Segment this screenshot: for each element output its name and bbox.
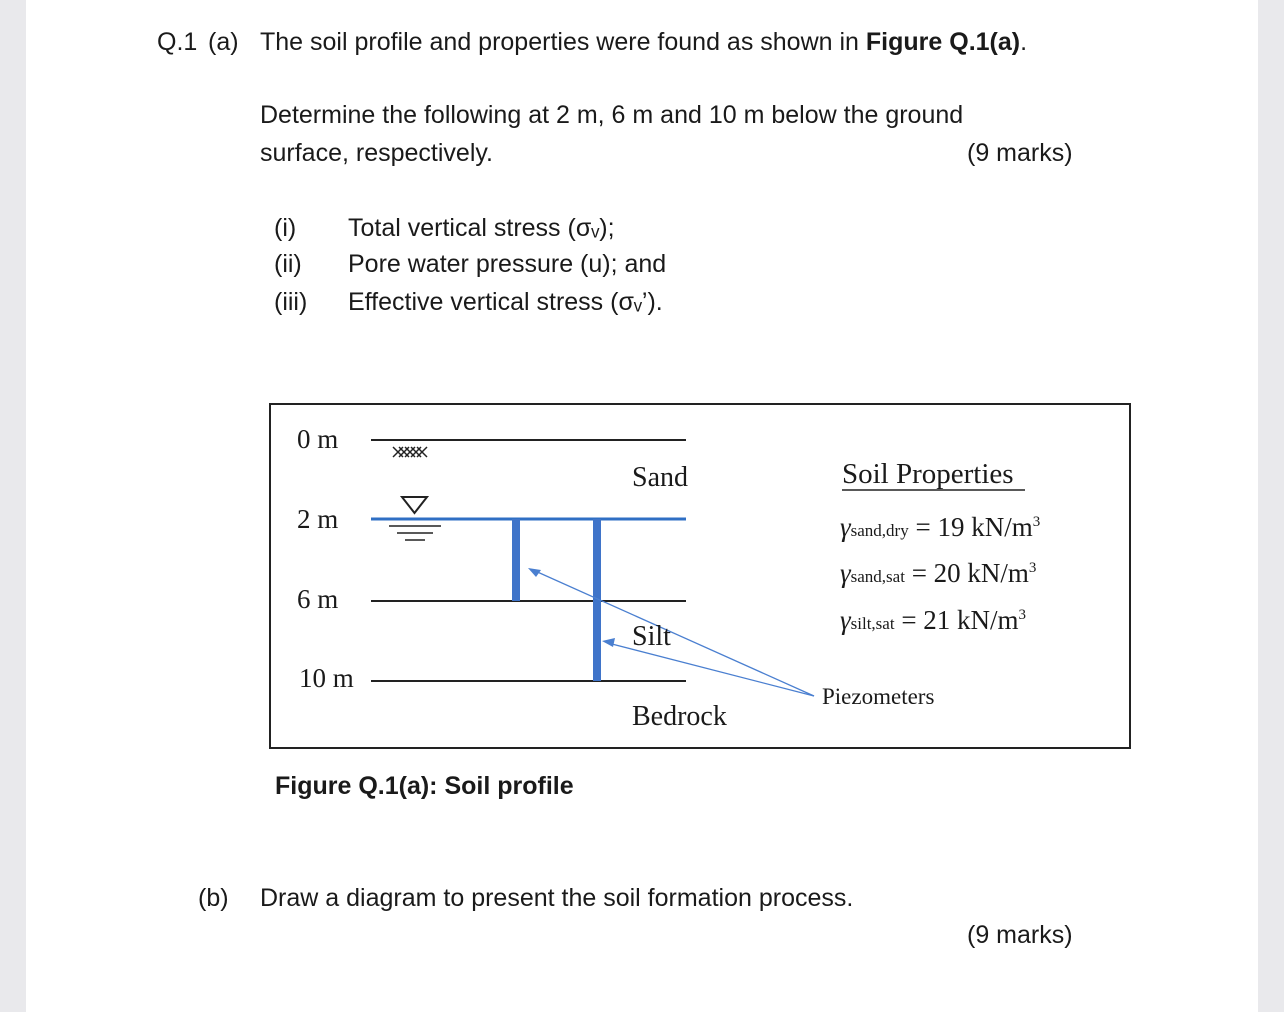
- item-number: (i): [274, 214, 297, 242]
- item-number: (ii): [274, 250, 302, 278]
- document-page: [26, 0, 1258, 1012]
- intro-line: [260, 27, 1027, 57]
- item-text: Effective vertical stress (σᵥ’).: [348, 288, 663, 316]
- soil-properties-title: Soil Properties: [842, 458, 1014, 490]
- depth-label: 10 m: [299, 663, 354, 693]
- piezometer-tube-shallow: [512, 519, 520, 601]
- determine-line-1: Determine the following at 2 m, 6 m and 10 m below the ground: [260, 101, 964, 129]
- depth-label: 2 m: [297, 504, 339, 534]
- part-a-label: (a): [208, 28, 239, 56]
- item-text: Pore water pressure (u); and: [348, 250, 667, 278]
- marks-b: (9 marks): [967, 921, 1073, 949]
- figure-caption: Figure Q.1(a): Soil profile: [275, 772, 574, 800]
- arrow-head-icon: [528, 568, 541, 577]
- sand-layer-label: Sand: [632, 462, 688, 493]
- item-number: (iii): [274, 288, 308, 316]
- marks-a: (9 marks): [967, 139, 1073, 167]
- piezometer-arrow-line: [533, 570, 814, 696]
- property-sand-sat: γsand,sat = 20 $kN/m^3$: [840, 558, 1037, 588]
- intro-end: .: [1020, 28, 1028, 56]
- piezometers-label: Piezometers: [822, 684, 935, 709]
- item-text: Total vertical stress (σᵥ);: [348, 214, 615, 242]
- soil-profile-figure: [269, 403, 1131, 749]
- bedrock-layer-label: Bedrock: [632, 701, 727, 732]
- property-sand-dry: γsand,dry = 19 $kN/m^3$: [840, 512, 1041, 542]
- ground-hatch-symbol: [393, 447, 427, 457]
- determine-line-2: surface, respectively.: [260, 139, 493, 167]
- arrow-head-icon: [602, 638, 615, 647]
- part-b-text: Draw a diagram to present the soil formation process.: [260, 884, 854, 912]
- property-silt-sat: γsilt,sat = 21 $kN/m^3$: [840, 605, 1027, 635]
- depth-label: 6 m: [297, 584, 339, 614]
- question-number: Q.1: [157, 28, 198, 56]
- figure-reference: Figure Q.1(a): [865, 28, 1021, 56]
- depth-label: 0 m: [297, 424, 339, 454]
- intro-text: The soil profile and properties were found as shown in: [260, 28, 859, 56]
- part-b-label: (b): [198, 884, 229, 912]
- silt-layer-label: Silt: [632, 621, 671, 652]
